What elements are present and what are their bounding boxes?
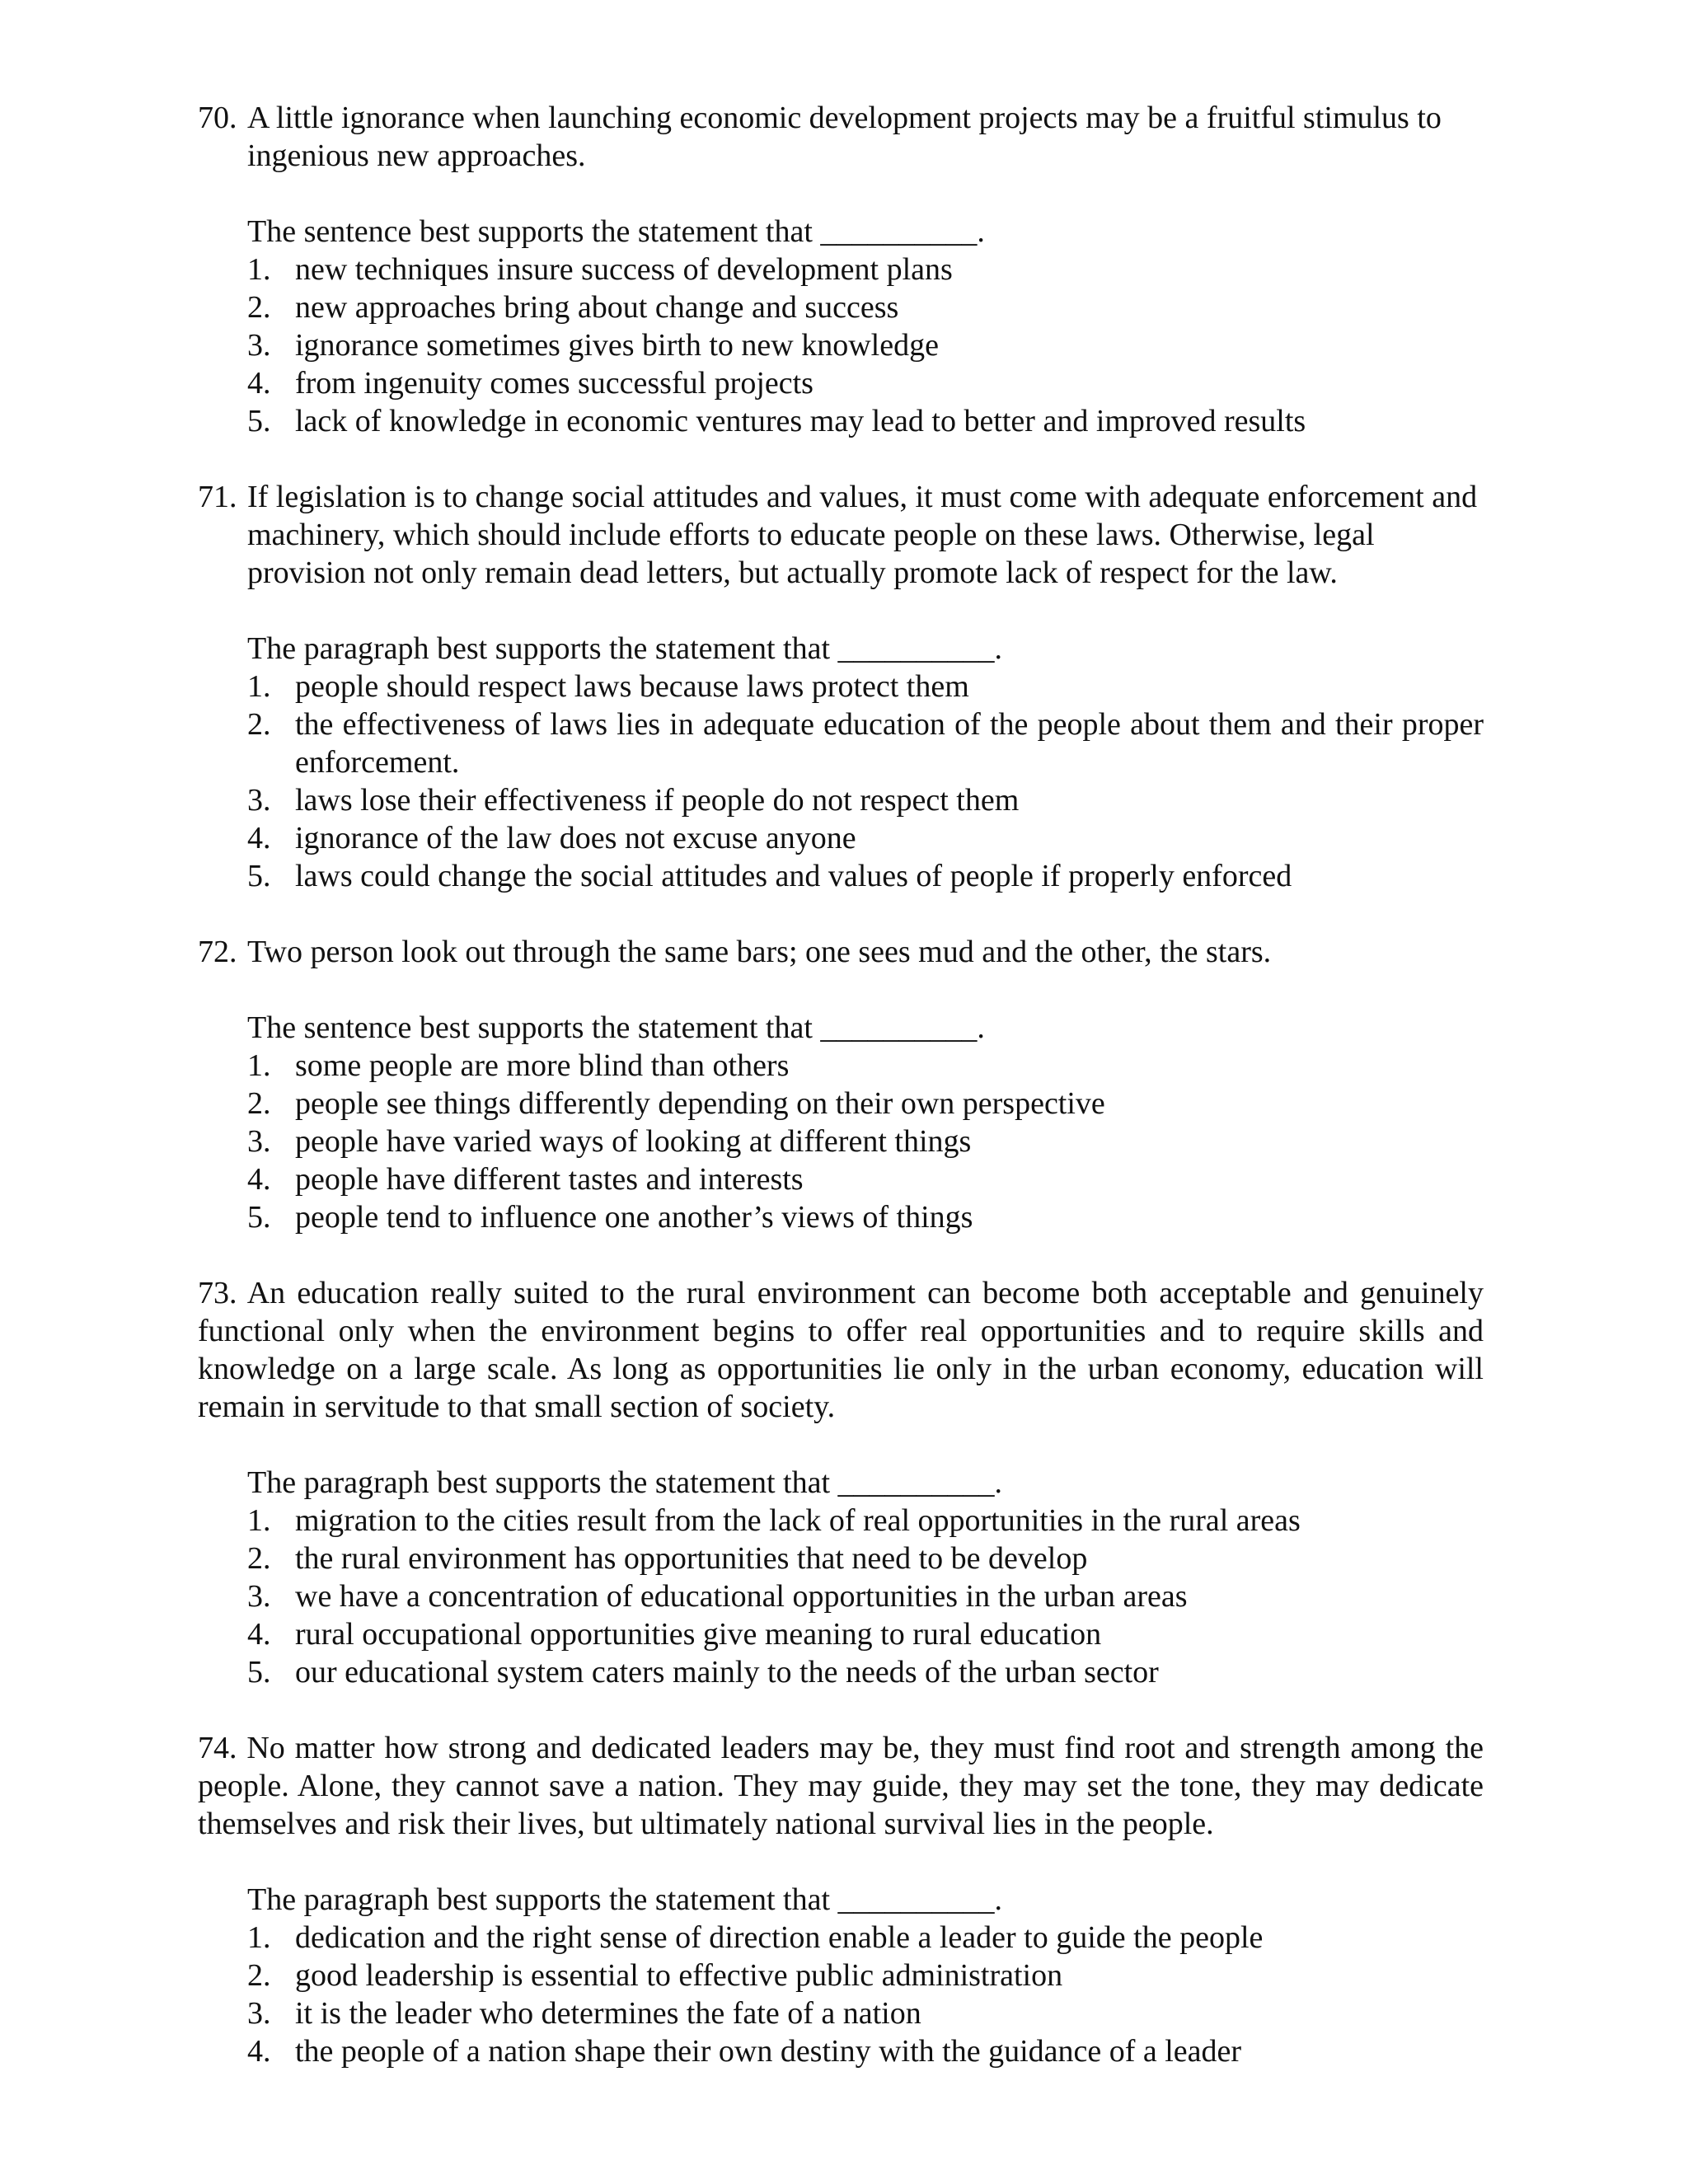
option-text: lack of knowledge in economic ventures may lead to better and improved results	[295, 404, 1306, 438]
question-lead: The sentence best supports the statement that __________.	[247, 1010, 985, 1045]
option-text: new approaches bring about change and success	[295, 290, 899, 325]
option-list	[198, 1047, 1484, 1236]
option-number: 4.	[247, 1162, 271, 1197]
option-number: 3.	[247, 328, 271, 363]
option-list	[198, 1502, 1484, 1691]
question-number: 72.	[198, 935, 237, 969]
option-item	[247, 364, 1484, 402]
option-item	[247, 1653, 1484, 1691]
option-text: people should respect laws because laws protect them	[295, 669, 969, 704]
question-number: 74.	[198, 1731, 237, 1765]
option-item	[247, 1577, 1484, 1615]
option-number: 3.	[247, 1124, 271, 1159]
option-item	[247, 1540, 1484, 1577]
option-number: 2.	[247, 1958, 271, 1993]
option-list	[198, 668, 1484, 895]
option-text: the effectiveness of laws lies in adequate education of the people about them and their proper enforcement.	[295, 707, 1484, 780]
option-item	[247, 1994, 1484, 2032]
option-text: ignorance sometimes gives birth to new knowledge	[295, 328, 939, 363]
question-stem-text: Two person look out through the same bars; one sees mud and the other, the stars.	[247, 935, 1272, 969]
question-70	[198, 99, 1484, 440]
option-number: 2.	[247, 707, 271, 742]
question-72	[198, 933, 1484, 1236]
option-text: people have varied ways of looking at different things	[295, 1124, 972, 1159]
option-text: rural occupational opportunities give meaning to rural education	[295, 1617, 1102, 1652]
option-text: laws could change the social attitudes and values of people if properly enforced	[295, 859, 1292, 893]
option-item	[247, 288, 1484, 326]
option-text: our educational system caters mainly to the needs of the urban sector	[295, 1655, 1159, 1690]
option-item	[247, 819, 1484, 857]
option-number: 2.	[247, 290, 271, 325]
option-number: 2.	[247, 1541, 271, 1576]
question-stem	[198, 1274, 1484, 1426]
option-number: 4.	[247, 1617, 271, 1652]
option-text: some people are more blind than others	[295, 1048, 790, 1083]
option-number: 3.	[247, 1579, 271, 1614]
option-item	[247, 705, 1484, 781]
question-74	[198, 1729, 1484, 2070]
question-stem-text: A little ignorance when launching economic development projects may be a fruitful stimulus to ingenious new approaches.	[247, 101, 1442, 173]
option-number: 4.	[247, 821, 271, 855]
option-item	[247, 1085, 1484, 1122]
option-number: 3.	[247, 1996, 271, 2031]
option-text: it is the leader who determines the fate of a nation	[295, 1996, 921, 2031]
option-number: 5.	[247, 404, 271, 438]
option-item	[247, 1160, 1484, 1198]
option-item	[247, 326, 1484, 364]
option-text: the rural environment has opportunities that need to be develop	[295, 1541, 1088, 1576]
question-number: 70.	[198, 101, 237, 135]
option-number: 1.	[247, 1048, 271, 1083]
option-text: people tend to influence one another’s views of things	[295, 1200, 973, 1235]
option-item	[247, 857, 1484, 895]
option-item	[247, 1615, 1484, 1653]
option-number: 5.	[247, 859, 271, 893]
option-number: 1.	[247, 669, 271, 704]
option-text: ignorance of the law does not excuse anyone	[295, 821, 856, 855]
option-number: 4.	[247, 2034, 271, 2069]
option-item	[247, 2032, 1484, 2070]
question-stem-text: If legislation is to change social attitudes and values, it must come with adequate enforcement and machinery, which should include efforts to educate people on these laws. Otherwise, legal provision not only remain dead letters, but actually promote lack of respect for the law.	[247, 480, 1478, 590]
option-number: 5.	[247, 1200, 271, 1235]
option-item	[247, 1502, 1484, 1540]
option-number: 4.	[247, 366, 271, 401]
option-text: laws lose their effectiveness if people do not respect them	[295, 783, 1020, 818]
option-number: 1.	[247, 1920, 271, 1955]
option-item	[247, 1957, 1484, 1994]
question-lead: The sentence best supports the statement that __________.	[247, 214, 985, 249]
option-item	[247, 781, 1484, 819]
option-number: 1.	[247, 1503, 271, 1538]
option-number: 2.	[247, 1086, 271, 1121]
option-item	[247, 1047, 1484, 1085]
option-text: the people of a nation shape their own destiny with the guidance of a leader	[295, 2034, 1242, 2069]
option-text: we have a concentration of educational opportunities in the urban areas	[295, 1579, 1188, 1614]
option-text: migration to the cities result from the lack of real opportunities in the rural areas	[295, 1503, 1301, 1538]
option-number: 5.	[247, 1655, 271, 1690]
question-stem	[198, 933, 1484, 971]
option-item	[247, 402, 1484, 440]
option-text: new techniques insure success of development plans	[295, 252, 953, 287]
option-number: 1.	[247, 252, 271, 287]
option-list	[198, 1919, 1484, 2070]
question-71	[198, 478, 1484, 895]
question-lead: The paragraph best supports the statement that __________.	[247, 1465, 1003, 1500]
question-lead: The paragraph best supports the statement that __________.	[247, 631, 1003, 666]
question-number: 71.	[198, 480, 237, 514]
question-73	[198, 1274, 1484, 1691]
question-number: 73.	[198, 1276, 237, 1310]
question-stem	[198, 478, 1484, 592]
option-text: dedication and the right sense of direction enable a leader to guide the people	[295, 1920, 1264, 1955]
option-list	[198, 251, 1484, 440]
option-item	[247, 1198, 1484, 1236]
option-item	[247, 1919, 1484, 1957]
option-item	[247, 668, 1484, 705]
question-stem-text: No matter how strong and dedicated leaders may be, they must find root and strength among the people. Alone, they cannot save a nation. They may guide, they may set the tone, they may dedicate themselves and risk their lives, but ultimately national survival lies in the people.	[198, 1731, 1484, 1841]
option-text: people see things differently depending on their own perspective	[295, 1086, 1105, 1121]
option-number: 3.	[247, 783, 271, 818]
option-item	[247, 251, 1484, 288]
option-text: good leadership is essential to effective public administration	[295, 1958, 1063, 1993]
option-text: from ingenuity comes successful projects	[295, 366, 814, 401]
question-lead: The paragraph best supports the statement that __________.	[247, 1882, 1003, 1917]
question-stem-text: An education really suited to the rural environment can become both acceptable and genuinely functional only when the environment begins to offer real opportunities and to require skills and knowledge on a large scale. As long as opportunities lie only in the urban economy, education will remain in servitude to that small section of society.	[198, 1276, 1484, 1424]
option-item	[247, 1122, 1484, 1160]
option-text: people have different tastes and interests	[295, 1162, 804, 1197]
question-stem	[198, 99, 1484, 175]
question-stem	[198, 1729, 1484, 1843]
